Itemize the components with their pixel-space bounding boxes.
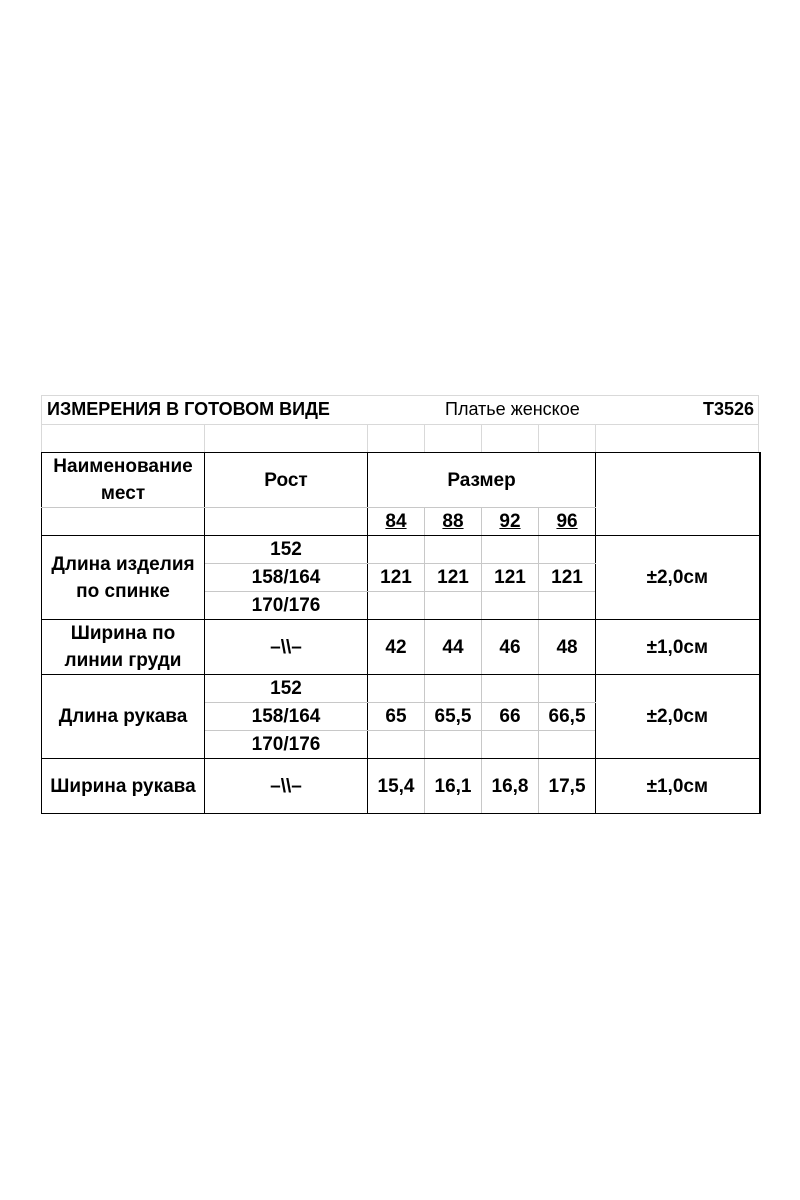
empty-cell [482, 731, 539, 759]
size-value: 48 [539, 620, 596, 675]
table-row [42, 536, 760, 564]
measurement-name: Ширина рукава [42, 759, 205, 814]
sheet-header [41, 395, 759, 424]
size-value: 46 [482, 620, 539, 675]
size-value: 16,1 [425, 759, 482, 814]
size-value: 44 [425, 620, 482, 675]
empty-cell [368, 592, 425, 620]
empty-cell [539, 536, 596, 564]
size-value: 17,5 [539, 759, 596, 814]
empty-cell [539, 592, 596, 620]
product-name: Платье женское [445, 399, 580, 419]
table-row [42, 675, 760, 703]
tolerance-value: ±2,0см [596, 536, 760, 620]
sheet-title: ИЗМЕРЕНИЯ В ГОТОВОМ ВИДЕ [47, 399, 330, 419]
empty-cell [482, 675, 539, 703]
measurement-name: Длина рукава [42, 675, 205, 759]
column-header-size: Размер [368, 453, 596, 508]
empty-cell [425, 675, 482, 703]
height-value: 170/176 [205, 731, 368, 759]
size-label: 84 [368, 508, 425, 536]
empty-cell [539, 731, 596, 759]
height-value: 152 [205, 675, 368, 703]
size-value: 66,5 [539, 703, 596, 731]
size-label: 88 [425, 508, 482, 536]
size-value: 16,8 [482, 759, 539, 814]
size-value: 121 [539, 564, 596, 592]
grid-line [367, 424, 368, 452]
measurements-table [41, 452, 761, 814]
size-value: 65 [368, 703, 425, 731]
grid-line [481, 424, 482, 452]
grid-line [538, 424, 539, 452]
tolerance-value: ±2,0см [596, 675, 760, 759]
column-header-name: Наименование мест [42, 453, 205, 508]
product-code: Т3526 [702, 399, 754, 419]
grid-line [424, 424, 425, 452]
empty-cell [368, 731, 425, 759]
empty-cell [368, 675, 425, 703]
tolerance-value: ±1,0см [596, 620, 760, 675]
empty-cell [539, 675, 596, 703]
size-value: 121 [482, 564, 539, 592]
size-label: 96 [539, 508, 596, 536]
grid-line [204, 424, 205, 452]
size-value: 66 [482, 703, 539, 731]
size-value: 65,5 [425, 703, 482, 731]
measurement-sheet [41, 395, 759, 805]
empty-cell [482, 592, 539, 620]
empty-cell [482, 536, 539, 564]
empty-cell [368, 536, 425, 564]
grid-line [41, 424, 759, 425]
size-label: 92 [482, 508, 539, 536]
height-value: 170/176 [205, 592, 368, 620]
empty-cell [425, 592, 482, 620]
grid-line [595, 424, 596, 452]
empty-cell [205, 508, 368, 536]
table-row [42, 759, 760, 814]
column-header-tolerance [596, 453, 760, 536]
column-header-height: Рост [205, 453, 368, 508]
measurement-name: Ширина по линии груди [42, 620, 205, 675]
size-value: 121 [368, 564, 425, 592]
size-value: 15,4 [368, 759, 425, 814]
height-value: 158/164 [205, 564, 368, 592]
height-value: 152 [205, 536, 368, 564]
size-value: 121 [425, 564, 482, 592]
size-value: 42 [368, 620, 425, 675]
table-row [42, 620, 760, 675]
height-value: –\\– [205, 620, 368, 675]
table-header-row [42, 453, 760, 508]
measurement-name: Длина изделия по спинке [42, 536, 205, 620]
empty-cell [425, 731, 482, 759]
height-value: –\\– [205, 759, 368, 814]
tolerance-value: ±1,0см [596, 759, 760, 814]
height-value: 158/164 [205, 703, 368, 731]
empty-cell [425, 536, 482, 564]
empty-cell [42, 508, 205, 536]
